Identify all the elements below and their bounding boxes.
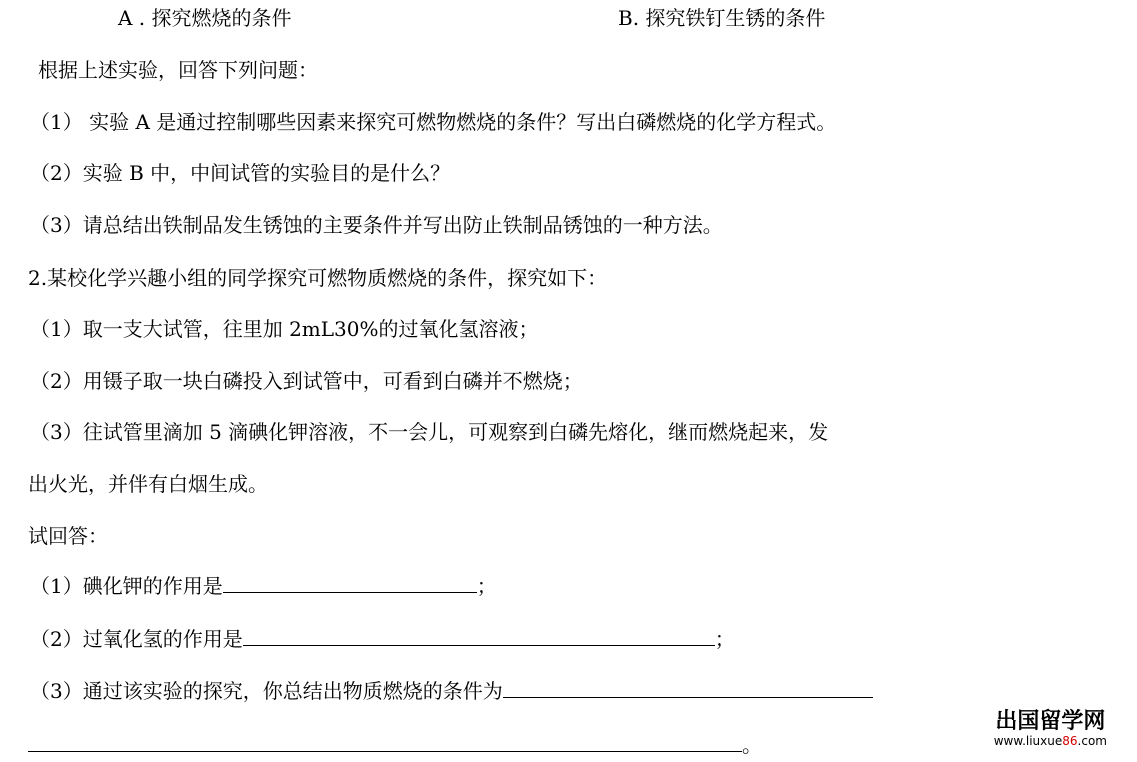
answer-prompt: 试回答： bbox=[28, 524, 108, 548]
answer-1 bbox=[30, 572, 497, 600]
caption-experiment-a: A . 探究燃烧的条件 bbox=[118, 6, 292, 30]
step-2: （2）用镊子取一块白磷投入到试管中，可看到白磷并不燃烧； bbox=[30, 369, 583, 393]
question-2-title: 2.某校化学兴趣小组的同学探究可燃物质燃烧的条件，探究如下： bbox=[28, 266, 608, 290]
site-watermark bbox=[994, 710, 1107, 748]
watermark-logo-text: 出国留学网 bbox=[995, 709, 1106, 734]
answer-2-label: （2）过氧化氢的作用是 bbox=[30, 627, 243, 651]
question-item-1: （1） 实验 A 是通过控制哪些因素来探究可燃物燃烧的条件？写出白磷燃烧的化学方程式。 bbox=[30, 110, 837, 134]
answer-2 bbox=[30, 625, 735, 653]
question-item-2: （2）实验 B 中，中间试管的实验目的是什么？ bbox=[30, 161, 451, 185]
answer-1-label: （1）碘化钾的作用是 bbox=[30, 574, 223, 598]
answer-2-blank[interactable] bbox=[243, 625, 715, 646]
step-1: （1）取一支大试管，往里加 2mL30%的过氧化氢溶液； bbox=[30, 317, 539, 341]
question-intro: 根据上述实验，回答下列问题： bbox=[38, 58, 318, 82]
question-item-3: （3）请总结出铁制品发生锈蚀的主要条件并写出防止铁制品锈蚀的一种方法。 bbox=[30, 213, 723, 237]
answer-3 bbox=[30, 677, 873, 705]
answer-3-continuation bbox=[28, 731, 762, 759]
answer-3-blank-2[interactable] bbox=[28, 731, 742, 752]
answer-2-end: ； bbox=[714, 627, 735, 651]
step-3-line-2: 出火光，并伴有白烟生成。 bbox=[28, 472, 268, 496]
answer-3-blank[interactable] bbox=[503, 677, 873, 698]
caption-experiment-b: B. 探究铁钉生锈的条件 bbox=[618, 6, 826, 30]
step-3-line-1: （3）往试管里滴加 5 滴碘化钾溶液，不一会儿，可观察到白磷先熔化，继而燃烧起来，发 bbox=[30, 420, 829, 444]
answer-3-end: 。 bbox=[742, 733, 762, 757]
watermark-url: www.liuxue86.com bbox=[993, 734, 1107, 748]
answer-1-end: ； bbox=[476, 574, 497, 598]
answer-3-label: （3）通过该实验的探究，你总结出物质燃烧的条件为 bbox=[30, 679, 503, 703]
answer-1-blank[interactable] bbox=[223, 572, 477, 593]
